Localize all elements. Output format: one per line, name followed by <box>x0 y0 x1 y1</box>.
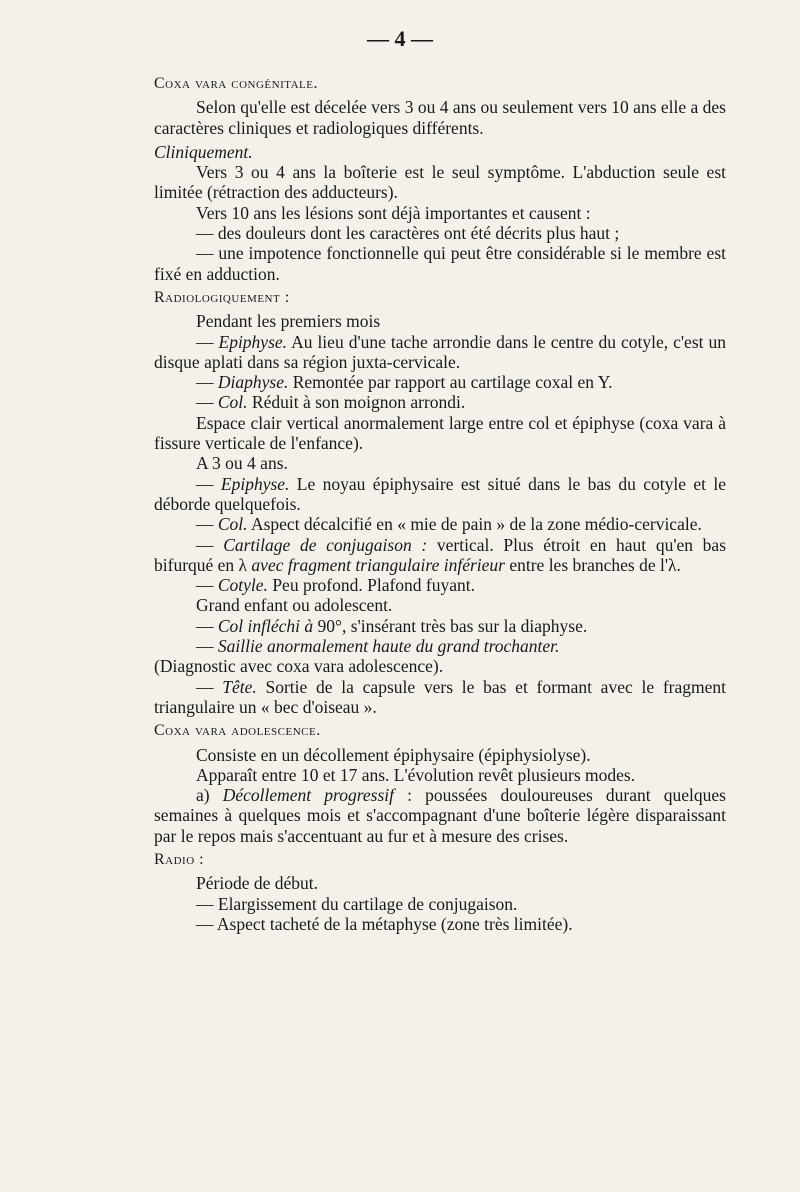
document-body <box>154 74 726 934</box>
paragraph: Consiste en un décollement épiphysaire (épiphysiolyse). <box>196 744 591 765</box>
paragraph: — Elargissement du cartilage de conjugaison. <box>196 893 518 914</box>
label-cartilage: Cartilage de conjugaison : <box>223 534 428 555</box>
label-decollement: Décollement progressif <box>222 785 394 806</box>
paragraph: — Epiphyse. Au lieu d'une tache arrondie dans le centre du cotyle, c'est un disque aplati dans sa région juxta-cervicale. <box>154 331 726 372</box>
paragraph: — une impotence fonctionnelle qui peut être considérable si le membre est fixé en adduction. <box>154 243 726 284</box>
section-heading-radio: Radio : <box>154 850 205 868</box>
paragraph: — Col infléchi à 90°, s'insérant très bas sur la diaphyse. <box>196 615 588 636</box>
italic-text: avec fragment triangulaire inférieur <box>251 554 505 575</box>
page-number: — 4 — <box>367 26 433 51</box>
paragraph-text: Le noyau épiphysaire est situé dans le bas du cotyle et le déborde quelquefois. <box>154 473 726 514</box>
paragraph-text: 90°, s'insérant très bas sur la diaphyse. <box>313 615 588 636</box>
subheading-cliniquement <box>154 142 726 162</box>
paragraph-text: : poussées douloureuses durant quelques semaines à quelques mois et s'accompagnant d'une boîterie légère disparaissant par le repos mais s'accentuant au fur et à mesure des crises. <box>154 785 726 846</box>
paragraph: Vers 10 ans les lésions sont déjà importantes et causent : <box>196 202 591 223</box>
paragraph: — Diaphyse. Remontée par rapport au cartilage coxal en Y. <box>196 372 613 393</box>
label-col: Col. <box>217 392 248 413</box>
label-epiphyse: Epiphyse. <box>218 331 288 352</box>
label-col: Col. <box>217 514 248 535</box>
list-marker: a) <box>196 785 223 806</box>
paragraph: — Col. Réduit à son moignon arrondi. <box>196 392 466 413</box>
paragraph: — Aspect tacheté de la métaphyse (zone très limitée). <box>196 913 573 934</box>
section-heading-coxa-adolescence: Coxa vara adolescence. <box>154 722 321 740</box>
paragraph-text: Remontée par rapport au cartilage coxal en Y. <box>288 372 613 393</box>
paragraph: — Cartilage de conjugaison : vertical. Plus étroit en haut qu'en bas bifurqué en λ avec fragment triangulaire inférieur entre les branches de l'λ. <box>154 534 727 575</box>
paragraph: Vers 3 ou 4 ans la boîterie est le seul symptôme. L'abduction seule est limitée (rétraction des adducteurs). <box>154 162 726 203</box>
paragraph: Période de début. <box>196 873 318 894</box>
label-tete: Tête. <box>222 676 257 697</box>
paragraph: Apparaît entre 10 et 17 ans. L'évolution revêt plusieurs modes. <box>196 764 636 785</box>
paragraph <box>154 785 726 846</box>
paragraph: Espace clair vertical anormalement large entre col et épiphyse (coxa vara à fissure verticale de l'enfance). <box>154 412 726 454</box>
paragraph: — Cotyle. Peu profond. Plafond fuyant. <box>196 575 475 596</box>
paragraph: A 3 ou 4 ans. <box>196 453 288 474</box>
subheading-text: Cliniquement. <box>154 141 253 162</box>
paragraph-text: Sortie de la capsule vers le bas et formant avec le fragment triangulaire un « bec d'oiseau ». <box>154 676 726 717</box>
paragraph-text: Aspect décalcifié en « mie de pain » de la zone médio-cervicale. <box>247 514 702 535</box>
paragraph-text: Peu profond. Plafond fuyant. <box>267 575 475 596</box>
paragraph: — Saillie anormalement haute du grand trochanter. <box>196 636 560 657</box>
paragraph: — Epiphyse. Le noyau épiphysaire est situé dans le bas du cotyle et le déborde quelquefois. <box>154 473 726 514</box>
paragraph: — des douleurs dont les caractères ont été décrits plus haut ; <box>196 223 620 244</box>
paragraph: — Tête. Sortie de la capsule vers le bas et formant avec le fragment triangulaire un « bec d'oiseau ». <box>154 676 726 717</box>
paragraph-text: Au lieu d'une tache arrondie dans le centre du cotyle, c'est un disque aplati dans sa région juxta-cervicale. <box>154 331 726 372</box>
label-cotyle: Cotyle. <box>217 575 268 596</box>
paragraph: Selon qu'elle est décelée vers 3 ou 4 ans ou seulement vers 10 ans elle a des caractères cliniques et radiologiques différents. <box>154 97 726 138</box>
paragraph-text: entre les branches de l'λ. <box>504 554 681 575</box>
label-col-inflechi: Col infléchi à <box>217 615 314 636</box>
paragraph: Pendant les premiers mois <box>196 311 381 332</box>
paragraph-text: Réduit à son moignon arrondi. <box>247 392 466 413</box>
paragraph: Grand enfant ou adolescent. <box>196 595 393 616</box>
section-heading-coxa-congenitale: Coxa vara congénitale. <box>154 75 318 92</box>
paragraph-text: vertical. Plus étroit en haut qu'en bas bifurqué en λ <box>154 534 727 575</box>
label-saillie: Saillie anormalement haute du grand trochanter. <box>217 636 560 657</box>
section-heading-radiologiquement: Radiologiquement : <box>154 288 290 306</box>
label-diaphyse: Diaphyse. <box>217 372 289 393</box>
label-epiphyse: Epiphyse. <box>220 473 290 494</box>
paragraph: (Diagnostic avec coxa vara adolescence). <box>154 656 444 677</box>
paragraph: — Col. Aspect décalcifié en « mie de pain » de la zone médio-cervicale. <box>196 514 702 535</box>
